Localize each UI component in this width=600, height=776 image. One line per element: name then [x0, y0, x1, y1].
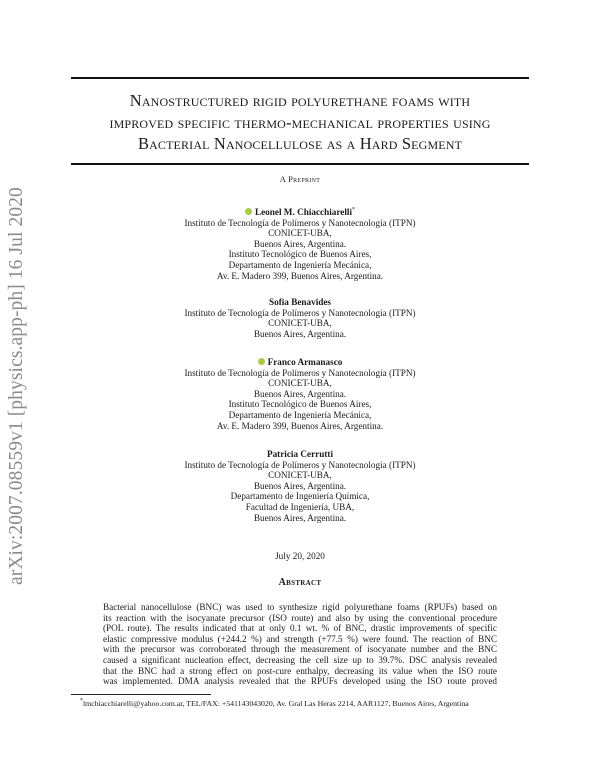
footnote-text: lmchiacchiarelli@yahoo.com.ar, TEL/FAX: +541143043020, Av. Gral Las Heras 2214, AAR1127, Buenos Aires, Argentina	[83, 699, 469, 708]
affiliation-line: Departamento de Ingeniería Química,	[230, 491, 370, 502]
title-line: Bacterial Nanocellulose as a Hard Segment	[137, 134, 463, 153]
publication-date: July 20, 2020	[275, 551, 325, 561]
author-name-line	[0, 449, 600, 460]
affiliation-line: Facultad de Ingeniería, UBA,	[245, 501, 355, 512]
author-name-line	[0, 357, 600, 368]
footnote-rule	[71, 694, 211, 695]
affiliation-line: CONICET-UBA,	[268, 228, 332, 239]
affiliation-line: Buenos Aires, Argentina.	[253, 328, 347, 339]
abstract-line: Bacterial nanocellulose (BNC) was used to synthesize rigid polyurethane foams (RPUFs) based on	[103, 602, 497, 612]
footnote-mark: *	[80, 698, 83, 704]
author-block	[0, 205, 600, 281]
footnote-mark[interactable]: *	[352, 207, 356, 213]
affiliation-line: Buenos Aires, Argentina.	[253, 388, 347, 399]
author-name-line	[0, 297, 600, 308]
abstract-body	[103, 602, 497, 687]
title-line: improved specific thermo-mechanical properties using	[109, 112, 491, 132]
affiliation-line: Av. E. Madero 399, Buenos Aires, Argentina.	[216, 270, 384, 281]
affiliation-line: Instituto Tecnológico de Buenos Aires,	[228, 399, 372, 410]
affiliation-line: Instituto Tecnológico de Buenos Aires,	[228, 249, 372, 260]
affiliation-line: Instituto de Tecnología de Polímeros y Nanotecnología (ITPN)	[184, 459, 416, 470]
affiliation-line: CONICET-UBA,	[268, 470, 332, 481]
orcid-icon[interactable]	[258, 358, 265, 365]
affiliation-line: Instituto de Tecnología de Polímeros y Nanotecnología (ITPN)	[184, 307, 416, 318]
affiliation-line: Departamento de Ingeniería Mecánica,	[228, 259, 372, 270]
affiliation-line: CONICET-UBA,	[268, 378, 332, 389]
preprint-label: A Preprint	[279, 174, 321, 184]
title-top-rule	[71, 77, 529, 79]
title-line: Nanostructured rigid polyurethane foams with	[129, 91, 471, 110]
author-block	[0, 297, 600, 339]
abstract-line: caused a significant nucleation effect, decreasing the cell size up to 39.7%. DSC analysis revealed	[103, 654, 497, 665]
abstract-line: that the BNC had a strong effect on post-cure enthalpy, decreasing its value when the ISO route	[103, 665, 497, 676]
affiliation-line: Buenos Aires, Argentina.	[253, 480, 347, 491]
affiliation-line: Av. E. Madero 399, Buenos Aires, Argentina.	[216, 420, 384, 431]
abstract-line: elastic compressive modulus (+244.2 %) and strength (+77.5 %) were found. The reaction of BNC	[103, 633, 497, 644]
author-name: Franco Armanasco	[267, 357, 343, 367]
affiliation-line: CONICET-UBA,	[268, 318, 332, 329]
abstract-line: its reaction with the isocyanate precursor (ISO route) and also by using the conventional procedure	[103, 612, 497, 623]
affiliation-line: Buenos Aires, Argentina.	[253, 512, 347, 523]
footnote	[80, 698, 540, 708]
affiliation-line: Buenos Aires, Argentina.	[253, 238, 347, 249]
paper-title	[71, 90, 529, 155]
title-bottom-rule	[71, 163, 529, 165]
author-block	[0, 449, 600, 523]
affiliation-line: Instituto de Tecnología de Polímeros y Nanotecnología (ITPN)	[184, 217, 416, 228]
abstract-line: (POL route). The results indicated that at only 0.1 wt. % of BNC, drastic improvements of specific	[103, 623, 497, 634]
abstract-heading: Abstract	[278, 577, 322, 588]
abstract-line: with the precursor was corroborated through the measurement of isocyanate number and the BNC	[103, 644, 497, 655]
author-block	[0, 357, 600, 431]
affiliation-line: Departamento de Ingeniería Mecánica,	[228, 409, 372, 420]
abstract-line: was implemented. DMA analysis revealed that the RPUFs developed using the ISO route proved	[103, 676, 497, 687]
affiliation-line: Instituto de Tecnología de Polímeros y Nanotecnología (ITPN)	[184, 367, 416, 378]
author-name: Leonel M. Chiacchiarelli	[254, 207, 353, 217]
author-name: Patricia Cerrutti	[266, 449, 334, 459]
author-name-line	[0, 205, 600, 218]
author-name: Sofia Benavides	[268, 297, 332, 307]
orcid-icon[interactable]	[245, 208, 252, 215]
arxiv-identifier-stamp: arXiv:2007.08559v1 [physics.app-ph] 16 Jul 2020	[6, 187, 27, 585]
